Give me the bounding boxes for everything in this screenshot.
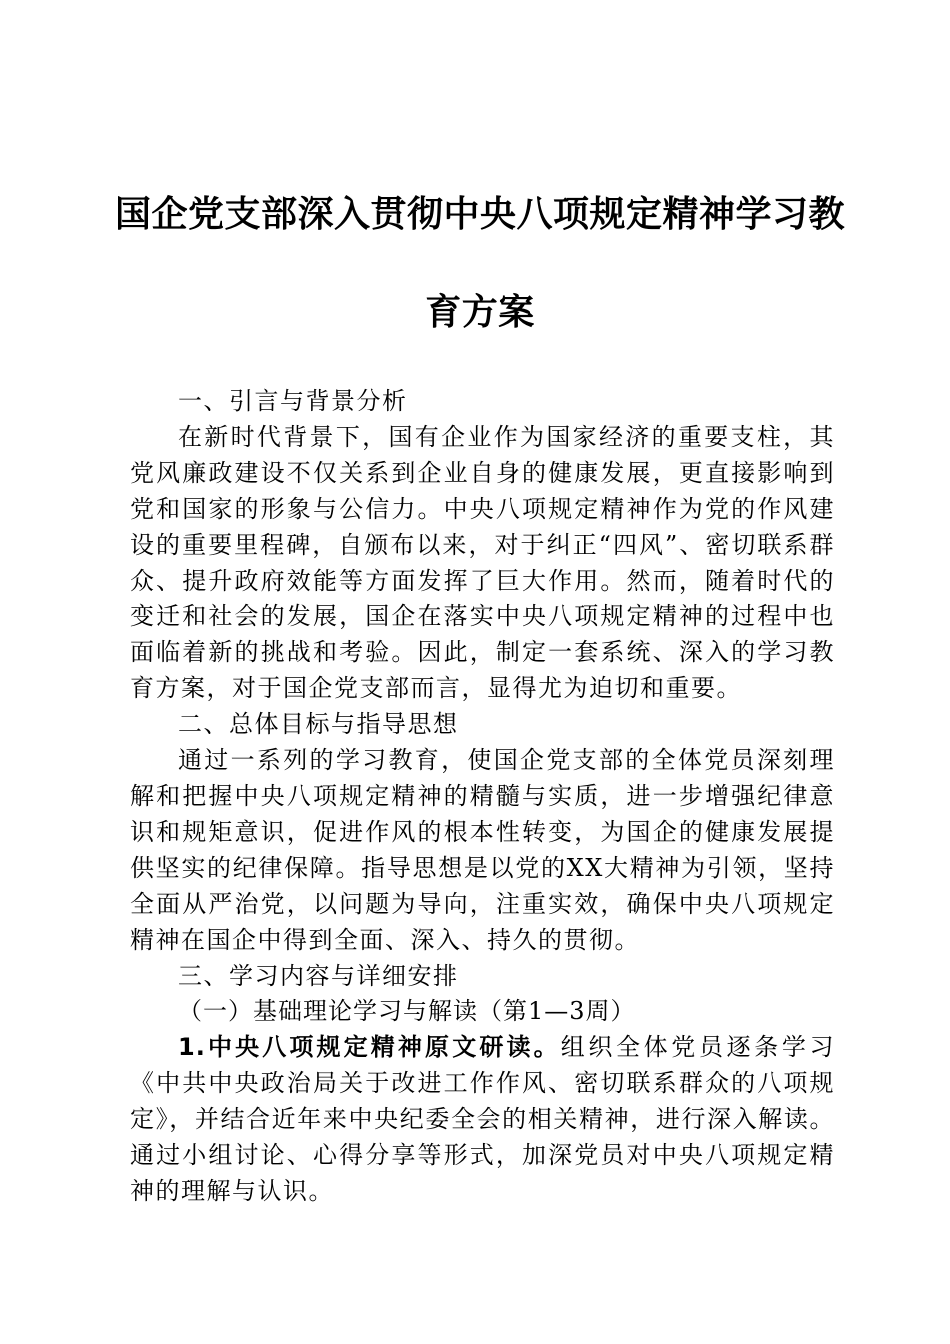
section1-heading: 一、引言与背景分析	[178, 387, 408, 415]
section3-item1-text: 组织全体党员逐条学习《中共中央政治局关于改进工作作风、密切联系群众的八项规定》，并结合近年来中央纪委全会的相关精神，进行深入解读。通过小组讨论、心得分享等形式，加深党员对中央八项规定精神的理解与认识。	[130, 1033, 835, 1205]
section3-item1	[130, 1030, 835, 1210]
section3-item1-lead: 1.中央八项规定精神原文研读。	[178, 1033, 561, 1062]
document-body	[130, 384, 835, 1210]
document-title-line1: 国企党支部深入贯彻中央八项规定精神学习教	[114, 193, 845, 235]
section3-heading: 三、学习内容与详细安排	[178, 961, 459, 990]
section2-heading: 二、总体目标与指导思想	[178, 710, 459, 739]
section3-subheading: （一）基础理论学习与解读（第1—3周）	[178, 997, 636, 1026]
section2-paragraph: 通过一系列的学习教育，使国企党支部的全体党员深刻理解和把握中央八项规定精神的精髓与实质，进一步增强纪律意识和规矩意识，促进作风的根本性转变，为国企的健康发展提供坚实的纪律保障。指导思想是以党的XX大精神为引领，坚持全面从严治党，以问题为导向，注重实效，确保中央八项规定精神在国企中得到全面、深入、持久的贯彻。	[130, 746, 835, 954]
document-title-line2: 育方案	[425, 291, 535, 333]
section1-paragraph: 在新时代背景下，国有企业作为国家经济的重要支柱，其党风廉政建设不仅关系到企业自身的健康发展，更直接影响到党和国家的形象与公信力。中央八项规定精神作为党的作风建设的重要里程碑，自颁布以来，对于纠正“四风”、密切联系群众、提升政府效能等方面发挥了巨大作用。然而，随着时代的变迁和社会的发展，国企在落实中央八项规定精神的过程中也面临着新的挑战和考验。因此，制定一套系统、深入的学习教育方案，对于国企党支部而言，显得尤为迫切和重要。	[130, 422, 835, 703]
